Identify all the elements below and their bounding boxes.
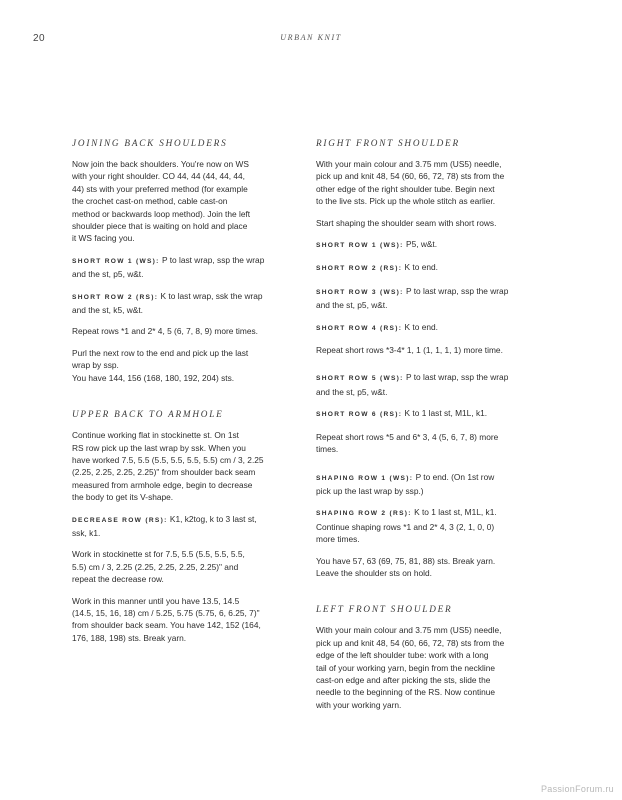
joining-intro: Now join the back shoulders. You're now on WS with your right shoulder. CO 44, 44 (44, 44, 44, 44) sts with your preferred method (for example the crochet cast-on method, cable cast-on method or backwards loop method). Join the left shoulder piece that is waiting on hold and place it WS facing you. bbox=[72, 159, 251, 244]
rfs-shaping-row-2-label: SHAPING ROW 2 (RS): bbox=[316, 510, 412, 518]
rfs-shaping-row-1 bbox=[316, 471, 544, 498]
short-row-2 bbox=[72, 290, 300, 317]
rfs-short-row-4-text: K to end. bbox=[404, 321, 438, 332]
rfs-final: You have 57, 63 (69, 75, 81, 88) sts. Break yarn. Leave the shoulder sts on hold. bbox=[316, 555, 496, 578]
rfs-short-row-2-label: SHORT ROW 2 (RS): bbox=[316, 265, 403, 273]
rfs-short-row-6-label: SHORT ROW 6 (RS): bbox=[316, 411, 403, 419]
short-row-1-label: SHORT ROW 1 (WS): bbox=[72, 257, 160, 265]
rfs-shaping-row-1-text: P to end. (On 1st row pick up the last wrap by ssp.) bbox=[316, 471, 495, 496]
rfs-short-row-4 bbox=[316, 321, 544, 335]
rfs-short-row-1-label: SHORT ROW 1 (WS): bbox=[316, 242, 404, 250]
rfs-short-row-2 bbox=[316, 261, 544, 275]
work-manner: Work in this manner until you have 13.5, 14.5 (14.5, 15, 16, 18) cm / 5.25, 5.75 (5.75, 6, 6.25, 7)" from shoulder back seam. You have 142, 152 (164, 176, 188, 198) sts. Break yarn. bbox=[72, 595, 261, 643]
rfs-short-row-6-text: K to 1 last st, M1L, k1. bbox=[404, 408, 488, 419]
repeat-rows: Repeat rows *1 and 2* 4, 5 (6, 7, 8, 9) more times. bbox=[72, 326, 258, 337]
rfs-shaping-row-2 bbox=[316, 506, 544, 545]
rfs-intro: With your main colour and 3.75 mm (US5) needle, pick up and knit 48, 54 (60, 66, 72, 78) sts from the other edge of the right shoulder tube. Begin next to the live sts. Pick up the whole stitch as earlier. bbox=[316, 159, 505, 207]
rfs-short-row-5-text: P to last wrap, ssp the wrap and the st, p5, w&t. bbox=[316, 372, 509, 397]
right-column bbox=[316, 138, 544, 720]
rfs-shaping-row-1-label: SHAPING ROW 1 (WS): bbox=[316, 474, 414, 482]
work-stockinette: Work in stockinette st for 7.5, 5.5 (5.5, 5.5, 5.5, 5.5) cm / 3, 2.25 (2.25, 2.25, 2.25, 2.25)" and repeat the decrease row. bbox=[72, 549, 245, 585]
rfs-short-row-5-label: SHORT ROW 5 (WS): bbox=[316, 375, 404, 383]
decrease-row-label: DECREASE ROW (RS): bbox=[72, 516, 168, 524]
rfs-shaping-row-2-text: K to 1 last st, M1L, k1. Continue shaping rows *1 and 2* 4, 3 (2, 1, 0, 0) more times. bbox=[316, 507, 497, 545]
running-title: URBAN KNIT bbox=[280, 33, 342, 42]
rfs-short-row-2-text: K to end. bbox=[404, 262, 438, 273]
rfs-short-row-6 bbox=[316, 407, 544, 421]
rfs-repeat-1: Repeat short rows *3-4* 1, 1 (1, 1, 1, 1) more time. bbox=[316, 345, 503, 356]
left-column bbox=[72, 138, 300, 653]
rfs-short-row-4-label: SHORT ROW 4 (RS): bbox=[316, 324, 403, 332]
decrease-row-text: K1, k2tog, k to 3 last st, ssk, k1. bbox=[72, 513, 257, 538]
purl-row: Purl the next row to the end and pick up the last wrap by ssp. You have 144, 156 (168, 180, 192, 204) sts. bbox=[72, 347, 249, 383]
decrease-row bbox=[72, 513, 300, 540]
short-row-1-text: P to last wrap, ssp the wrap and the st, p5, w&t. bbox=[72, 254, 265, 280]
heading-upper-back-to-armhole: UPPER BACK TO ARMHOLE bbox=[72, 409, 224, 420]
rfs-start: Start shaping the shoulder seam with short rows. bbox=[316, 217, 497, 228]
short-row-2-label: SHORT ROW 2 (RS): bbox=[72, 293, 159, 301]
heading-left-front-shoulder: LEFT FRONT SHOULDER bbox=[316, 604, 453, 615]
rfs-short-row-1 bbox=[316, 238, 544, 252]
lfs-text: With your main colour and 3.75 mm (US5) needle, pick up and knit 48, 54 (60, 66, 72, 78) sts from the edge of the left shoulder tube: work with a long tail of your working yarn, begin from the neckline cast-on edge and after picking the sts, slide the needle to the beginning of the RS. Now continue with your working yarn. bbox=[316, 625, 505, 710]
page-number: 20 bbox=[33, 33, 46, 44]
watermark: PassionForum.ru bbox=[540, 784, 614, 794]
heading-right-front-shoulder: RIGHT FRONT SHOULDER bbox=[316, 138, 460, 148]
rfs-repeat-2: Repeat short rows *5 and 6* 3, 4 (5, 6, 7, 8) more times. bbox=[316, 431, 499, 455]
heading-joining-back-shoulders: JOINING BACK SHOULDERS bbox=[72, 138, 228, 148]
rfs-short-row-1-text: P5, w&t. bbox=[406, 239, 438, 250]
rfs-short-row-3-text: P to last wrap, ssp the wrap and the st, p5, w&t. bbox=[316, 285, 509, 311]
short-row-2-text: K to last wrap, ssk the wrap and the st, k5, w&t. bbox=[72, 290, 263, 316]
short-row-1 bbox=[72, 254, 300, 281]
rfs-short-row-3 bbox=[316, 285, 544, 312]
rfs-short-row-5 bbox=[316, 371, 544, 398]
upper-intro: Continue working flat in stockinette st. On 1st RS row pick up the last wrap by ssk. When you have worked 7.5, 5.5 (5.5, 5.5, 5.5, 5.5) cm / 3, 2.25 (2.25, 2.25, 2.25, 2.25)" from shoulder back seam measured from armhole edge, begin to decrease the body to get its V-shape. bbox=[72, 430, 264, 503]
rfs-short-row-3-label: SHORT ROW 3 (WS): bbox=[316, 288, 404, 296]
